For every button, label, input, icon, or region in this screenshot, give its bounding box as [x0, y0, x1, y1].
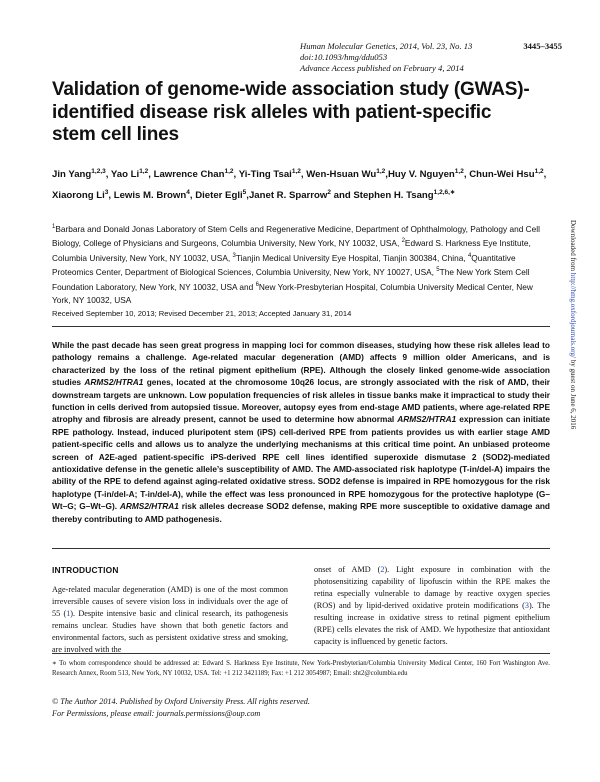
abstract-text: expression can initiate RPE pathology. Instead, induced pluripotent stem (iPS) cell-derived RPE from patients provides us with earlier stage AMD patient-specific cells and allows us to analyze the underlying mechanisms at this critical time point. An unbiased proteome screen of A2E-aged patient-specific iPS-derived RPE cell lines identified superoxide dismutase 2 (SOD2)-mediated antioxidative defense in the genetic allele’s susceptibility of AMD. The AMD-associated risk haplotype (T-in/del-A) impairs the ability of the RPE to defend against aging-related oxidative stress. SOD2 defense is impaired in RPE homozygous for the risk haplotype (T-in/del-A; T-in/del-A), while the effect was less pronounced in RPE homozygous for the protective haplotype (G–Wt–G; G–Wt–G).	[52, 414, 550, 512]
abstract-text: genes, located at the chromosome 10q26 locus, are strongly associated with the risk of AMD, their downstream targets are unknown. Low population frequencies of risk alleles in tissue banks make it impractical to study their function in cells derived from autopsied tissue. Moreover, autopsy eyes from end-stage AMD patients, where age-related RPE atrophy and fibrosis are already present, cannot be used to determine how abnormal	[52, 377, 551, 425]
author-list	[52, 163, 552, 204]
correspondence-footnote: ∗ To whom correspondence should be addressed at: Edward S. Harkness Eye Institute, New York-Presbyterian/Columbia University Medical Center, 160 Fort Washington Ave. Research Annex, Room 513, New York, NY 10032, USA. Tel: +1 212 3421189; Fax: +1 212 3054987; Email: sht2@columbia.edu	[52, 660, 550, 677]
author-name: Dieter Egli$^5$,	[195, 188, 249, 201]
affiliation-item: $^5$The New York Stem Cell Foundation Laboratory, New York, NY 10032, USA and	[52, 267, 530, 293]
affiliation-item: $^2$Edward S. Harkness Eye Institute, Columbia University, New York, NY 10032, USA,	[52, 238, 531, 263]
affiliation-item: $^3$Tianjin Medical University Eye Hospital, Tianjin 300384, China,	[232, 252, 468, 263]
doi[interactable]: doi:10.1093/hmg/ddu053	[300, 52, 388, 62]
affiliation-item: $^6$New York-Presbyterian Hospital, Columbia University Medical Center, New York, NY 10032, USA	[52, 282, 533, 305]
author-name: Chun-Wei Hsu$^{1,2}$,	[469, 168, 547, 181]
author-name: Jin Yang$^{1,2,3}$,	[52, 168, 111, 181]
gene-name: ARMS2/HTRA1	[397, 414, 457, 425]
introduction-right-column	[314, 564, 550, 648]
introduction-paragraph-left: Age-related macular degeneration (AMD) is one of the most common irreversible causes of severe vision loss in individuals over the age of 55 (1). Despite intensive basic and clinical research, its pathogenesis remains unclear. Studies have shown that both genetic factors and environmental factors, such as persistent oxidative stress and smoking, are involved with the	[52, 585, 288, 654]
footnote-divider	[52, 653, 550, 654]
journal-url-link[interactable]: http://hmg.oxfordjournals.org/	[569, 272, 577, 358]
divider-bottom	[52, 548, 550, 549]
reference-link-3[interactable]: 3	[524, 601, 529, 610]
author-name: Huy V. Nguyen$^{1,2}$,	[387, 168, 470, 181]
article-title: Validation of genome-wide association study (GWAS)-identified disease risk alleles with patient-specific stem cell lines	[52, 79, 530, 145]
author-name: Yao Li$^{1,2}$,	[110, 168, 154, 181]
author-name: Janet R. Sparrow$^2$ and	[248, 188, 354, 201]
journal-citation: Human Molecular Genetics, 2014, Vol. 23, No. 13	[300, 41, 473, 51]
author-name: Wen-Hsuan Wu$^{1,2}$,	[306, 168, 388, 181]
abstract-text: While the past decade has seen great progress in mapping loci for common diseases, studying how these risk alleles lead to pathology remains a challenge. Age-related macular degeneration (AMD) affects 9 million older Americans, and is characterized by the loss of the retinal pigment epithelium (RPE). Although the closely linked genome-wide association studies	[52, 340, 550, 388]
reference-link-1[interactable]: 1	[66, 609, 71, 618]
gene-name: ARMS2/HTRA1	[84, 377, 144, 388]
author-name: Stephen H. Tsang$^{1,2,6,∗}$	[353, 188, 456, 201]
introduction-heading: INTRODUCTION	[52, 565, 119, 575]
received-dates: Received September 10, 2013; Revised December 21, 2013; Accepted January 31, 2014	[52, 309, 352, 318]
reference-link-2[interactable]: 2	[380, 565, 385, 574]
copyright-line: © The Author 2014. Published by Oxford University Press. All rights reserved.	[52, 697, 310, 706]
author-name: Lewis M. Brown$^4$,	[113, 188, 196, 201]
affiliation-item: $^1$Barbara and Donald Jonas Laboratory of Stem Cells and Regenerative Medicine, Department of Ophthalmology, Pathology and Cell Biology, College of Physicians and Surgeons, Columbia University, New York, NY 10032, USA,	[52, 223, 540, 249]
journal-header	[300, 41, 562, 74]
permissions-line: For Permissions, please email: journals.permissions@oup.com	[52, 708, 261, 718]
divider-top	[52, 326, 550, 327]
download-sidebar: Downloaded from http://hmg.oxfordjournals.org/ by guest on June 6, 2016	[569, 220, 577, 430]
introduction-paragraph-right: onset of AMD (2). Light exposure in combination with the photosensitizing capability of lipofuscin within the RPE makes the retina especially vulnerable to damage by reactive oxygen species (ROS) and by lipid-derived oxidative protein modifications (3). The resulting increase in oxidative stress to retinal pigment epithelium (RPE) cells elevates the risk of AMD. We hypothesize that antioxidant capacity is influenced by genetic factors.	[314, 565, 550, 646]
author-name: Xiaorong Li$^3$,	[52, 188, 114, 201]
affiliations	[52, 221, 550, 307]
author-name: Lawrence Chan$^{1,2}$,	[153, 168, 239, 181]
abstract	[52, 339, 550, 525]
affiliation-item: $^4$Quantitative Proteomics Center, Department of Biological Sciences, Columbia University, New York, NY 10027, USA,	[52, 252, 516, 278]
abstract-text: risk alleles decrease SOD2 defense, making RPE more susceptible to oxidative damage and thereby contributing to AMD pathogenesis.	[52, 501, 550, 524]
copyright-notice	[52, 696, 550, 719]
gene-name: ARMS2/HTRA1	[119, 501, 179, 512]
author-name: Yi-Ting Tsai$^{1,2}$,	[238, 168, 307, 181]
page-range: 3445–3455	[523, 41, 562, 51]
advance-access-note: Advance Access published on February 4, 2014	[300, 63, 464, 73]
introduction-left-column	[52, 564, 288, 656]
